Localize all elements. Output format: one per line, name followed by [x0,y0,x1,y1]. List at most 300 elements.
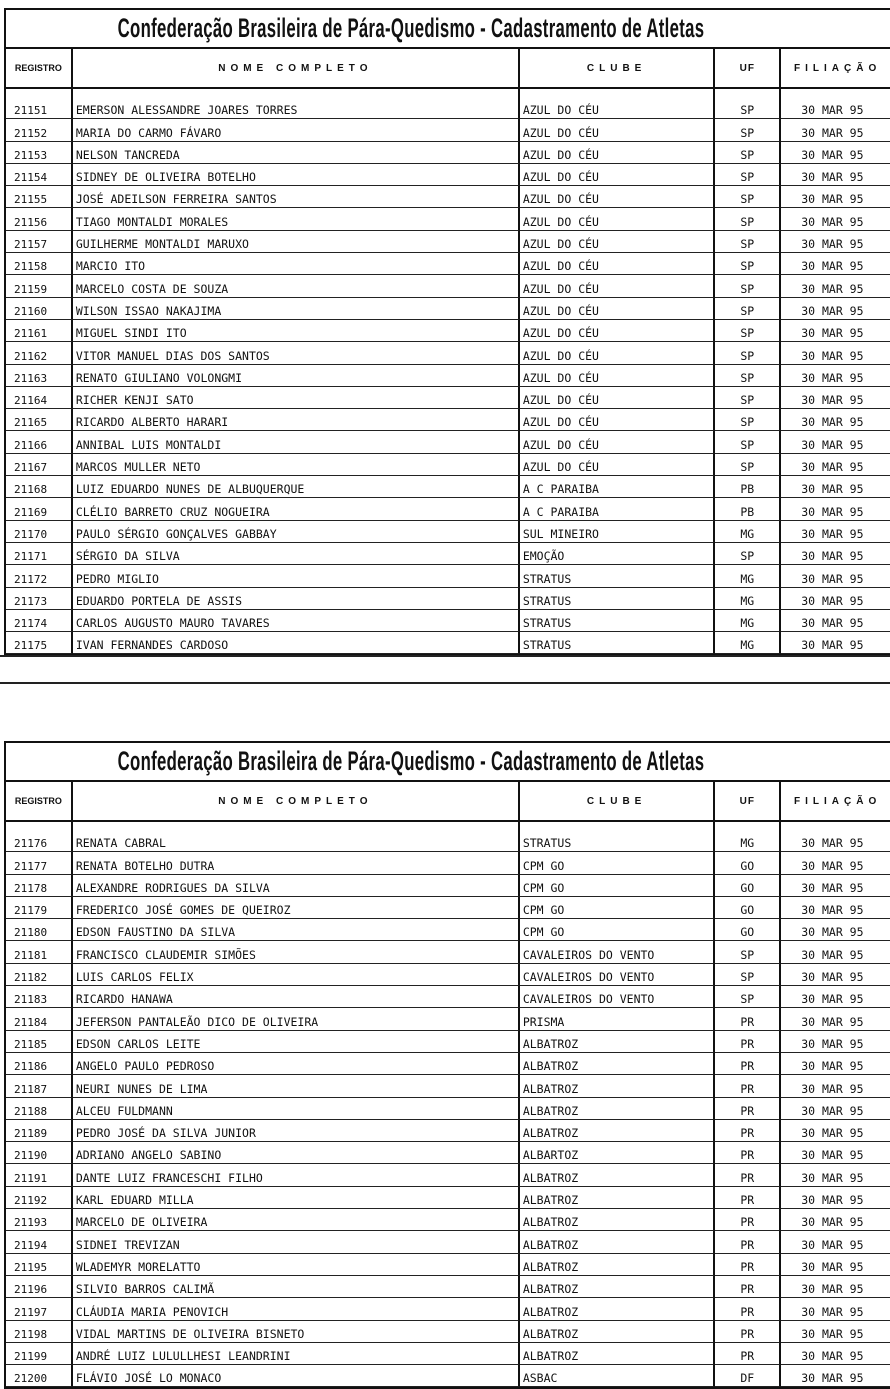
nome-cell: MARCOS MULLER NETO [73,454,520,476]
uf-cell: PR [715,1276,781,1298]
filiacao-cell: 30 MAR 95 [781,610,890,632]
uf-cell: MG [715,632,781,654]
registro-cell: 21159 [6,275,73,297]
registro-cell: 21178 [6,875,73,897]
clube-cell: CAVALEIROS DO VENTO [520,964,716,986]
registro-cell: 21176 [6,830,73,852]
registro-cell: 21156 [6,208,73,230]
clube-cell: PRISMA [520,1008,716,1030]
table-row [6,253,890,275]
uf-cell: GO [715,919,781,941]
nome-cell: VITOR MANUEL DIAS DOS SANTOS [73,342,520,364]
clube-cell: ALBATROZ [520,1276,716,1298]
filiacao-cell: 30 MAR 95 [781,387,890,409]
table-row [6,164,890,186]
clube-cell: ALBATROZ [520,1187,716,1209]
filiacao-cell: 30 MAR 95 [781,1365,890,1387]
filiacao-cell: 30 MAR 95 [781,119,890,141]
clube-cell: AZUL DO CÉU [520,142,716,164]
uf-cell: SP [715,964,781,986]
nome-cell: SIDNEI TREVIZAN [73,1231,520,1253]
filiacao-cell: 30 MAR 95 [781,986,890,1008]
uf-cell: SP [715,431,781,453]
nome-cell: MARCELO COSTA DE SOUZA [73,275,520,297]
filiacao-cell: 30 MAR 95 [781,1120,890,1142]
uf-cell: PR [715,1231,781,1253]
nome-cell: MIGUEL SINDI ITO [73,320,520,342]
table-row [6,97,890,119]
filiacao-cell: 30 MAR 95 [781,275,890,297]
registro-cell: 21189 [6,1120,73,1142]
nome-cell: WLADEMYR MORELATTO [73,1254,520,1276]
filiacao-cell: 30 MAR 95 [781,565,890,587]
column-headers [6,782,890,822]
registro-cell: 21166 [6,431,73,453]
filiacao-cell: 30 MAR 95 [781,632,890,654]
clube-cell: AZUL DO CÉU [520,275,716,297]
nome-cell: EDSON FAUSTINO DA SILVA [73,919,520,941]
nome-cell: SILVIO BARROS CALIMÃ [73,1276,520,1298]
table-row [6,1298,890,1320]
clube-cell: AZUL DO CÉU [520,365,716,387]
table-row [6,1098,890,1120]
table-row [6,387,890,409]
clube-cell: ALBATROZ [520,1031,716,1053]
nome-cell: ANNIBAL LUIS MONTALDI [73,431,520,453]
filiacao-cell: 30 MAR 95 [781,1276,890,1298]
clube-cell: AZUL DO CÉU [520,409,716,431]
table-row [6,365,890,387]
nome-cell: ALEXANDRE RODRIGUES DA SILVA [73,875,520,897]
filiacao-cell: 30 MAR 95 [781,588,890,610]
table-row [6,1254,890,1276]
header-registro: REGISTRO [6,49,73,87]
clube-cell: A C PARAIBA [520,498,716,520]
table-row [6,632,890,654]
nome-cell: TIAGO MONTALDI MORALES [73,208,520,230]
clube-cell: AZUL DO CÉU [520,97,716,119]
nome-cell: MARIA DO CARMO FÁVARO [73,119,520,141]
table-row [6,1053,890,1075]
nome-cell: SÉRGIO DA SILVA [73,543,520,565]
registro-cell: 21186 [6,1053,73,1075]
uf-cell: SP [715,97,781,119]
uf-cell: PR [715,1008,781,1030]
nome-cell: EDUARDO PORTELA DE ASSIS [73,588,520,610]
filiacao-cell: 30 MAR 95 [781,298,890,320]
table-row [6,919,890,941]
registro-cell: 21161 [6,320,73,342]
clube-cell: STRATUS [520,610,716,632]
registro-cell: 21157 [6,231,73,253]
uf-cell: MG [715,588,781,610]
filiacao-cell: 30 MAR 95 [781,1321,890,1343]
filiacao-cell: 30 MAR 95 [781,320,890,342]
nome-cell: ANDRÉ LUIZ LULULLHESI LEANDRINI [73,1343,520,1365]
filiacao-cell: 30 MAR 95 [781,1142,890,1164]
clube-cell: AZUL DO CÉU [520,253,716,275]
registro-cell: 21199 [6,1343,73,1365]
uf-cell: PR [715,1254,781,1276]
sheet-title: Confederação Brasileira de Pára-Quedismo - Cadastramento de Atletas [117,13,705,43]
nome-cell: VIDAL MARTINS DE OLIVEIRA BISNETO [73,1321,520,1343]
nome-cell: MARCIO ITO [73,253,520,275]
uf-cell: SP [715,986,781,1008]
clube-cell: AZUL DO CÉU [520,431,716,453]
uf-cell: SP [715,142,781,164]
registro-cell: 21169 [6,498,73,520]
filiacao-cell: 30 MAR 95 [781,1098,890,1120]
clube-cell: ALBATROZ [520,1209,716,1231]
nome-cell: NELSON TANCREDA [73,142,520,164]
uf-cell: SP [715,275,781,297]
filiacao-cell: 30 MAR 95 [781,941,890,963]
uf-cell: SP [715,365,781,387]
clube-cell: CAVALEIROS DO VENTO [520,986,716,1008]
clube-cell: ALBATROZ [520,1321,716,1343]
filiacao-cell: 30 MAR 95 [781,208,890,230]
table-row [6,476,890,498]
registro-cell: 21171 [6,543,73,565]
table-row [6,1164,890,1186]
nome-cell: LUIZ EDUARDO NUNES DE ALBUQUERQUE [73,476,520,498]
filiacao-cell: 30 MAR 95 [781,1187,890,1209]
filiacao-cell: 30 MAR 95 [781,897,890,919]
nome-cell: WILSON ISSAO NAKAJIMA [73,298,520,320]
filiacao-cell: 30 MAR 95 [781,521,890,543]
clube-cell: ALBATROZ [520,1298,716,1320]
clube-cell: STRATUS [520,588,716,610]
header-clube: CLUBE [520,49,716,87]
registro-cell: 21168 [6,476,73,498]
registro-cell: 21151 [6,97,73,119]
registration-sheet-2 [4,741,890,1389]
nome-cell: PEDRO JOSÉ DA SILVA JUNIOR [73,1120,520,1142]
uf-cell: MG [715,521,781,543]
clube-cell: AZUL DO CÉU [520,387,716,409]
nome-cell: NEURI NUNES DE LIMA [73,1075,520,1097]
uf-cell: PR [715,1298,781,1320]
registro-cell: 21158 [6,253,73,275]
nome-cell: MARCELO DE OLIVEIRA [73,1209,520,1231]
registro-cell: 21182 [6,964,73,986]
clube-cell: ALBATROZ [520,1254,716,1276]
filiacao-cell: 30 MAR 95 [781,97,890,119]
filiacao-cell: 30 MAR 95 [781,498,890,520]
nome-cell: ANGELO PAULO PEDROSO [73,1053,520,1075]
filiacao-cell: 30 MAR 95 [781,409,890,431]
header-filiacao: FILIAÇÃO [794,62,882,74]
registro-cell: 21155 [6,186,73,208]
registro-cell: 21185 [6,1031,73,1053]
table-row [6,231,890,253]
table-row [6,342,890,364]
table-row [6,409,890,431]
table-row [6,875,890,897]
table-row [6,298,890,320]
registro-cell: 21196 [6,1276,73,1298]
filiacao-cell: 30 MAR 95 [781,231,890,253]
uf-cell: PR [715,1187,781,1209]
table-row [6,610,890,632]
registro-cell: 21194 [6,1231,73,1253]
registro-cell: 21167 [6,454,73,476]
filiacao-cell: 30 MAR 95 [781,875,890,897]
registration-sheet-1 [4,8,890,656]
table-row [6,941,890,963]
registro-cell: 21188 [6,1098,73,1120]
uf-cell: SP [715,320,781,342]
filiacao-cell: 30 MAR 95 [781,431,890,453]
nome-cell: RICARDO ALBERTO HARARI [73,409,520,431]
nome-cell: EDSON CARLOS LEITE [73,1031,520,1053]
table-row [6,1276,890,1298]
uf-cell: PR [715,1164,781,1186]
header-nome: NOME COMPLETO [73,782,520,820]
header-uf: UF [715,782,781,820]
uf-cell: PB [715,476,781,498]
registro-cell: 21174 [6,610,73,632]
registro-cell: 21181 [6,941,73,963]
uf-cell: PB [715,498,781,520]
filiacao-cell: 30 MAR 95 [781,1254,890,1276]
filiacao-cell: 30 MAR 95 [781,186,890,208]
uf-cell: DF [715,1365,781,1387]
table-row [6,1142,890,1164]
uf-cell: SP [715,298,781,320]
filiacao-cell: 30 MAR 95 [781,830,890,852]
nome-cell: IVAN FERNANDES CARDOSO [73,632,520,654]
clube-cell: ALBATROZ [520,1231,716,1253]
filiacao-cell: 30 MAR 95 [781,1031,890,1053]
table-row [6,119,890,141]
uf-cell: PR [715,1343,781,1365]
registro-cell: 21173 [6,588,73,610]
clube-cell: CPM GO [520,875,716,897]
table-row [6,830,890,852]
registro-cell: 21195 [6,1254,73,1276]
header-filiacao: FILIAÇÃO [794,795,882,807]
filiacao-cell: 30 MAR 95 [781,454,890,476]
table-row [6,1321,890,1343]
header-nome: NOME COMPLETO [73,49,520,87]
table-row [6,1031,890,1053]
registro-cell: 21190 [6,1142,73,1164]
uf-cell: PR [715,1142,781,1164]
registro-cell: 21179 [6,897,73,919]
clube-cell: AZUL DO CÉU [520,186,716,208]
nome-cell: FREDERICO JOSÉ GOMES DE QUEIROZ [73,897,520,919]
filiacao-cell: 30 MAR 95 [781,1164,890,1186]
registro-cell: 21184 [6,1008,73,1030]
registro-cell: 21170 [6,521,73,543]
nome-cell: RICHER KENJI SATO [73,387,520,409]
clube-cell: ALBATROZ [520,1343,716,1365]
nome-cell: RENATO GIULIANO VOLONGMI [73,365,520,387]
table-row [6,1120,890,1142]
registro-cell: 21177 [6,852,73,874]
nome-cell: GUILHERME MONTALDI MARUXO [73,231,520,253]
filiacao-cell: 30 MAR 95 [781,919,890,941]
clube-cell: AZUL DO CÉU [520,119,716,141]
clube-cell: ALBATROZ [520,1164,716,1186]
uf-cell: SP [715,941,781,963]
uf-cell: GO [715,875,781,897]
registro-cell: 21192 [6,1187,73,1209]
registro-cell: 21152 [6,119,73,141]
athlete-rows [6,830,890,1387]
table-row [6,964,890,986]
clube-cell: STRATUS [520,565,716,587]
clube-cell: ALBARTOZ [520,1142,716,1164]
uf-cell: PR [715,1120,781,1142]
table-row [6,208,890,230]
registro-cell: 21191 [6,1164,73,1186]
nome-cell: EMERSON ALESSANDRE JOARES TORRES [73,97,520,119]
registro-cell: 21200 [6,1365,73,1387]
registro-cell: 21153 [6,142,73,164]
uf-cell: MG [715,830,781,852]
uf-cell: SP [715,119,781,141]
filiacao-cell: 30 MAR 95 [781,142,890,164]
filiacao-cell: 30 MAR 95 [781,964,890,986]
filiacao-cell: 30 MAR 95 [781,543,890,565]
clube-cell: STRATUS [520,632,716,654]
nome-cell: CLÁUDIA MARIA PENOVICH [73,1298,520,1320]
table-row [6,186,890,208]
clube-cell: CAVALEIROS DO VENTO [520,941,716,963]
table-row [6,543,890,565]
table-row [6,521,890,543]
nome-cell: JEFERSON PANTALEÃO DICO DE OLIVEIRA [73,1008,520,1030]
clube-cell: A C PARAIBA [520,476,716,498]
registro-cell: 21154 [6,164,73,186]
clube-cell: ALBATROZ [520,1120,716,1142]
uf-cell: SP [715,164,781,186]
uf-cell: PR [715,1209,781,1231]
table-row [6,852,890,874]
uf-cell: SP [715,208,781,230]
table-row [6,431,890,453]
uf-cell: SP [715,231,781,253]
uf-cell: GO [715,897,781,919]
clube-cell: ASBAC [520,1365,716,1387]
table-row [6,1187,890,1209]
nome-cell: JOSÉ ADEILSON FERREIRA SANTOS [73,186,520,208]
filiacao-cell: 30 MAR 95 [781,852,890,874]
table-row [6,1343,890,1365]
filiacao-cell: 30 MAR 95 [781,253,890,275]
nome-cell: RENATA CABRAL [73,830,520,852]
nome-cell: CARLOS AUGUSTO MAURO TAVARES [73,610,520,632]
table-row [6,320,890,342]
table-row [6,498,890,520]
registro-cell: 21175 [6,632,73,654]
filiacao-cell: 30 MAR 95 [781,1053,890,1075]
uf-cell: SP [715,454,781,476]
registro-cell: 21165 [6,409,73,431]
filiacao-cell: 30 MAR 95 [781,1075,890,1097]
table-row [6,565,890,587]
clube-cell: CPM GO [520,897,716,919]
uf-cell: MG [715,610,781,632]
registro-cell: 21180 [6,919,73,941]
uf-cell: SP [715,253,781,275]
nome-cell: ALCEU FULDMANN [73,1098,520,1120]
filiacao-cell: 30 MAR 95 [781,1231,890,1253]
clube-cell: CPM GO [520,919,716,941]
clube-cell: AZUL DO CÉU [520,320,716,342]
uf-cell: PR [715,1053,781,1075]
registro-cell: 21197 [6,1298,73,1320]
table-row [6,588,890,610]
nome-cell: RICARDO HANAWA [73,986,520,1008]
registro-cell: 21193 [6,1209,73,1231]
clube-cell: AZUL DO CÉU [520,231,716,253]
clube-cell: AZUL DO CÉU [520,298,716,320]
registro-cell: 21163 [6,365,73,387]
clube-cell: AZUL DO CÉU [520,164,716,186]
filiacao-cell: 30 MAR 95 [781,1343,890,1365]
nome-cell: KARL EDUARD MILLA [73,1187,520,1209]
nome-cell: FRANCISCO CLAUDEMIR SIMÕES [73,941,520,963]
header-registro: REGISTRO [6,782,73,820]
table-row [6,142,890,164]
table-row [6,1365,890,1387]
column-headers [6,49,890,89]
clube-cell: EMOÇÃO [520,543,716,565]
uf-cell: SP [715,387,781,409]
nome-cell: FLÁVIO JOSÉ LO MONACO [73,1365,520,1387]
uf-cell: GO [715,852,781,874]
clube-cell: AZUL DO CÉU [520,208,716,230]
filiacao-cell: 30 MAR 95 [781,365,890,387]
uf-cell: SP [715,342,781,364]
athlete-rows [6,97,890,654]
table-row [6,986,890,1008]
nome-cell: ADRIANO ANGELO SABINO [73,1142,520,1164]
clube-cell: STRATUS [520,830,716,852]
registro-cell: 21187 [6,1075,73,1097]
table-row [6,275,890,297]
clube-cell: SUL MINEIRO [520,521,716,543]
header-clube: CLUBE [520,782,716,820]
table-row [6,1008,890,1030]
nome-cell: SIDNEY DE OLIVEIRA BOTELHO [73,164,520,186]
registro-cell: 21172 [6,565,73,587]
uf-cell: SP [715,543,781,565]
nome-cell: PAULO SÉRGIO GONÇALVES GABBAY [73,521,520,543]
header-uf: UF [715,49,781,87]
nome-cell: DANTE LUIZ FRANCESCHI FILHO [73,1164,520,1186]
uf-cell: MG [715,565,781,587]
filiacao-cell: 30 MAR 95 [781,476,890,498]
uf-cell: PR [715,1321,781,1343]
sheet-title: Confederação Brasileira de Pára-Quedismo - Cadastramento de Atletas [117,746,705,776]
table-row [6,1231,890,1253]
registro-cell: 21162 [6,342,73,364]
clube-cell: ALBATROZ [520,1075,716,1097]
table-row [6,1209,890,1231]
nome-cell: CLÉLIO BARRETO CRUZ NOGUEIRA [73,498,520,520]
registro-cell: 21164 [6,387,73,409]
table-row [6,454,890,476]
nome-cell: LUIS CARLOS FELIX [73,964,520,986]
clube-cell: AZUL DO CÉU [520,342,716,364]
uf-cell: SP [715,409,781,431]
page-divider [0,655,890,657]
filiacao-cell: 30 MAR 95 [781,1298,890,1320]
